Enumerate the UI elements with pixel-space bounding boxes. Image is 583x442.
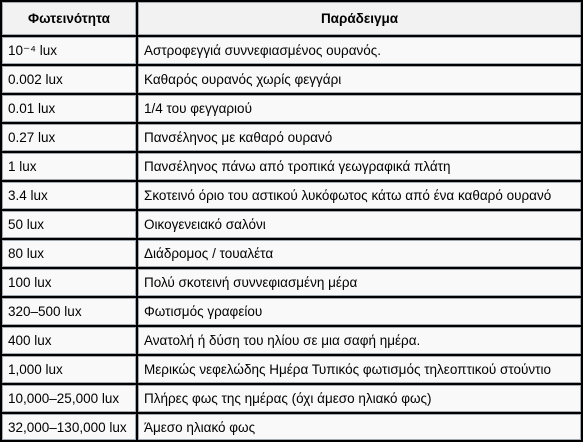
table-row (2, 124, 581, 151)
illuminance-cell: 10⁻⁴ lux (2, 37, 136, 64)
illuminance-cell: 100 lux (2, 269, 136, 296)
table-row (2, 240, 581, 267)
illuminance-cell: 1,000 lux (2, 356, 136, 383)
example-cell: Πολύ σκοτεινή συννεφιασμένη μέρα (138, 269, 581, 296)
column-header-illuminance: Φωτεινότητα (2, 2, 136, 35)
illuminance-cell: 0.27 lux (2, 124, 136, 151)
table-row (2, 327, 581, 354)
table-row (2, 211, 581, 238)
table-row (2, 385, 581, 412)
table-row (2, 95, 581, 122)
table-row (2, 182, 581, 209)
column-header-example: Παράδειγμα (138, 2, 581, 35)
illuminance-cell: 80 lux (2, 240, 136, 267)
illuminance-cell: 3.4 lux (2, 182, 136, 209)
table-row (2, 298, 581, 325)
example-cell: Μερικώς νεφελώδης Ημέρα Τυπικός φωτισμός τηλεοπτικού στούντιο (138, 356, 581, 383)
illuminance-cell: 400 lux (2, 327, 136, 354)
illuminance-cell: 320–500 lux (2, 298, 136, 325)
illuminance-cell: 0.01 lux (2, 95, 136, 122)
table-row (2, 37, 581, 64)
example-cell: Οικογενειακό σαλόνι (138, 211, 581, 238)
example-cell: Ανατολή ή δύση του ηλίου σε μια σαφή ημέρα. (138, 327, 581, 354)
table-row (2, 269, 581, 296)
example-cell: Σκοτεινό όριο του αστικού λυκόφωτος κάτω από ένα καθαρό ουρανό (138, 182, 581, 209)
example-cell: Άμεσο ηλιακό φως (138, 414, 581, 440)
example-cell: Αστροφεγγιά συννεφιασμένος ουρανός. (138, 37, 581, 64)
example-cell: 1/4 του φεγγαριού (138, 95, 581, 122)
example-cell: Φωτισμός γραφείου (138, 298, 581, 325)
example-cell: Πανσέληνος με καθαρό ουρανό (138, 124, 581, 151)
example-cell: Πλήρες φως της ημέρας (όχι άμεσο ηλιακό φως) (138, 385, 581, 412)
illuminance-cell: 0.002 lux (2, 66, 136, 93)
illuminance-cell: 10,000–25,000 lux (2, 385, 136, 412)
table-row (2, 153, 581, 180)
table-row (2, 356, 581, 383)
example-cell: Καθαρός ουρανός χωρίς φεγγάρι (138, 66, 581, 93)
illuminance-cell: 32,000–130,000 lux (2, 414, 136, 440)
illuminance-cell: 1 lux (2, 153, 136, 180)
example-cell: Πανσέληνος πάνω από τροπικά γεωγραφικά πλάτη (138, 153, 581, 180)
table-row (2, 414, 581, 440)
table-header-row (2, 2, 581, 35)
illuminance-cell: 50 lux (2, 211, 136, 238)
table-row (2, 66, 581, 93)
example-cell: Διάδρομος / τουαλέτα (138, 240, 581, 267)
